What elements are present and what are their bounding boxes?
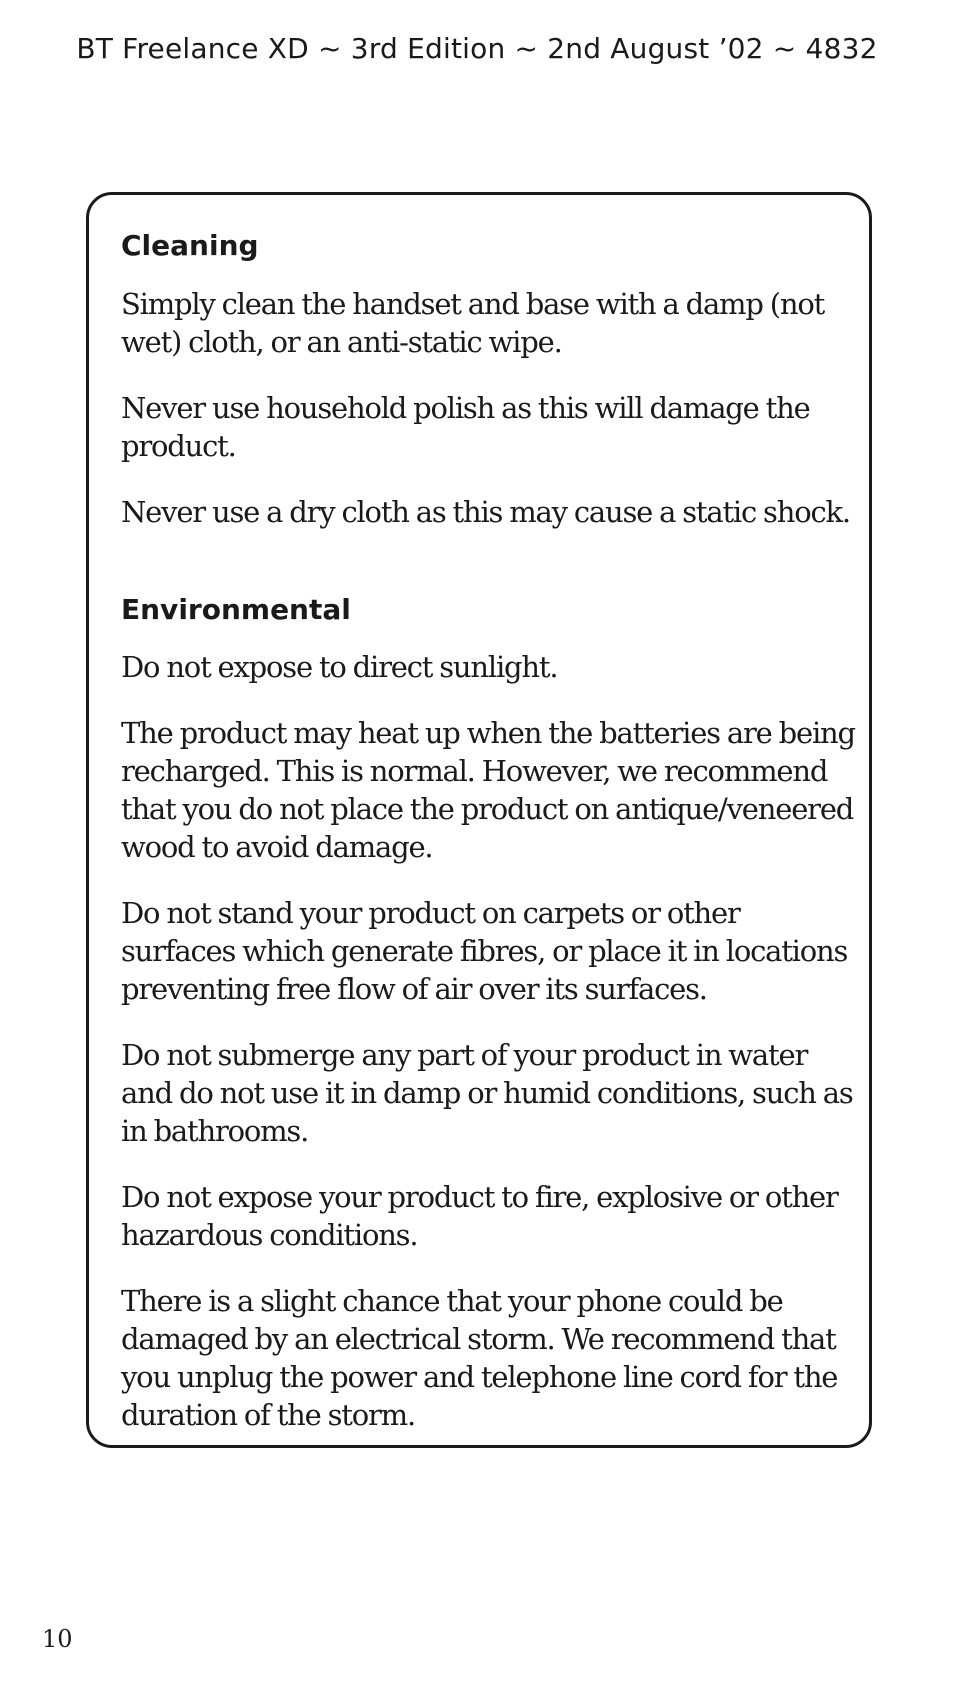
section-title-environmental: Environmental <box>121 592 351 626</box>
paragraph: Do not expose your product to fire, explosive or other hazardous conditions. <box>121 1180 838 1253</box>
section-title-cleaning: Cleaning <box>121 229 259 262</box>
paragraph: Do not expose to direct sunlight. <box>121 650 558 685</box>
paragraph: Do not submerge any part of your product in water and do not use it in damp or humid conditions, such as in bathrooms. <box>121 1038 853 1149</box>
document-header: BT Freelance XD ~ 3rd Edition ~ 2nd August ’02 ~ 4832 <box>76 32 878 65</box>
section-spacer <box>121 559 857 593</box>
paragraph: The product may heat up when the batteries are being recharged. This is normal. However, we recommend that you do not place the product on antique/veneered wood to avoid damage. <box>121 716 855 865</box>
paragraph: Simply clean the handset and base with a damp (not wet) cloth, or an anti-static wipe. <box>121 286 825 359</box>
paragraph: Do not stand your product on carpets or other surfaces which generate fibres, or place it in locations preventing free flow of air over its surfaces. <box>121 896 848 1007</box>
paragraph: Never use a dry cloth as this may cause a static shock. <box>121 494 850 529</box>
safety-info-box <box>86 192 872 1448</box>
page-number: 10 <box>42 1625 73 1653</box>
paragraph: There is a slight chance that your phone could be damaged by an electrical storm. We recommend that you unplug the power and telephone line cord for the duration of the storm. <box>121 1284 838 1433</box>
paragraph: Never use household polish as this will damage the product. <box>121 390 810 463</box>
